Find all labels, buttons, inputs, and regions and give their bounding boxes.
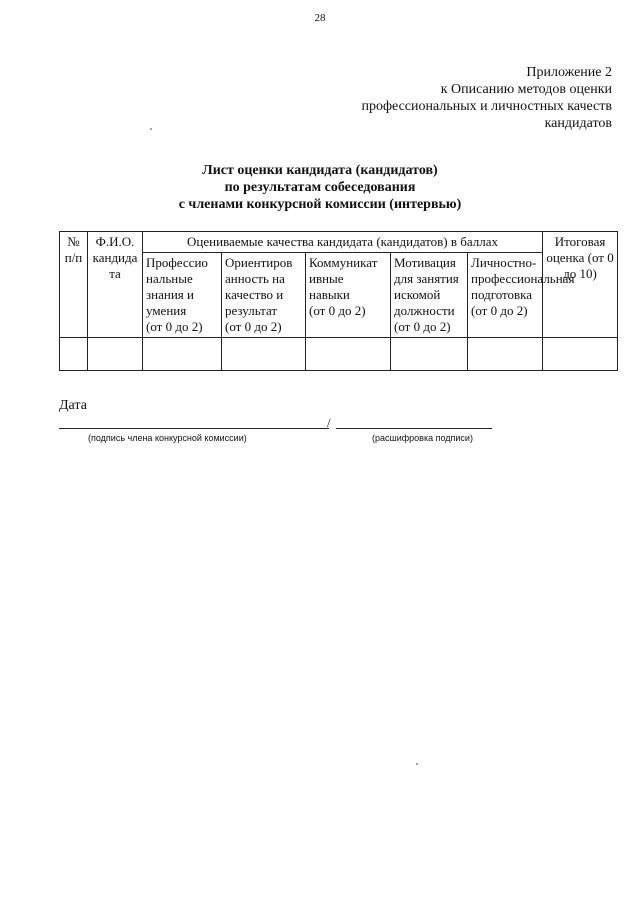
title-line-2: по результатам собеседования — [224, 180, 416, 195]
title-line-1: Лист оценки кандидата (кандидатов) — [202, 163, 438, 178]
table-cell[interactable] — [543, 338, 618, 371]
sub-header-quality — [222, 253, 306, 338]
sub-header-range: (от 0 до 2) — [471, 303, 528, 318]
appendix-line-4: кандидатов — [544, 116, 612, 131]
sub-header-motivation — [391, 253, 468, 338]
table-cell[interactable] — [60, 338, 88, 371]
header-fio: Ф.И.О. кандида та — [88, 232, 143, 338]
decode-caption: (расшифровка подписи) — [372, 433, 473, 443]
table-cell[interactable] — [306, 338, 391, 371]
table-cell[interactable] — [88, 338, 143, 371]
scan-speck — [150, 128, 152, 130]
scan-speck — [416, 763, 418, 765]
sub-header-professional — [143, 253, 222, 338]
table-cell[interactable] — [143, 338, 222, 371]
appendix-line-2: к Описанию методов оценки — [440, 82, 612, 97]
sub-header-label: Коммуникат ивные навыки — [309, 255, 378, 302]
signature-separator: / — [327, 415, 331, 430]
page-number: 28 — [314, 12, 326, 24]
sub-header-communication — [306, 253, 391, 338]
evaluation-table — [59, 231, 618, 371]
signature-decode-line[interactable] — [336, 428, 492, 429]
date-label: Дата — [59, 398, 87, 413]
sub-header-personal — [468, 253, 575, 338]
table-cell[interactable] — [468, 338, 543, 371]
sub-header-label: Личностно-профессиональная подготовка — [471, 255, 575, 302]
sub-header-range: (от 0 до 2) — [309, 303, 366, 318]
title-line-3: с членами конкурсной комиссии (интервью) — [178, 197, 462, 212]
header-qualities: Оцениваемые качества кандидата (кандидатов) в баллах — [143, 232, 543, 253]
appendix-line-3: профессиональных и личностных качеств — [361, 99, 612, 114]
signature-line[interactable] — [59, 428, 329, 429]
table-row — [60, 338, 618, 371]
header-number: № п/п — [60, 232, 88, 338]
appendix-line-1: Приложение 2 — [526, 65, 612, 80]
document-title — [0, 162, 640, 213]
sub-header-range: (от 0 до 2) — [225, 319, 282, 334]
sub-header-range: (от 0 до 2) — [394, 319, 451, 334]
sub-header-row — [60, 253, 618, 338]
table-cell[interactable] — [391, 338, 468, 371]
sub-header-label: Мотивация для занятия искомой должности — [394, 255, 459, 318]
sub-header-label: Профессио нальные знания и умения — [146, 255, 208, 318]
sub-header-label: Ориентиров анность на качество и результат — [225, 255, 293, 318]
sub-header-range: (от 0 до 2) — [146, 319, 203, 334]
table-cell[interactable] — [222, 338, 306, 371]
header-total: Итоговая оценка (от 0 до 10) — [543, 232, 618, 338]
appendix-header — [361, 64, 612, 132]
signature-caption: (подпись члена конкурсной комиссии) — [88, 433, 247, 443]
